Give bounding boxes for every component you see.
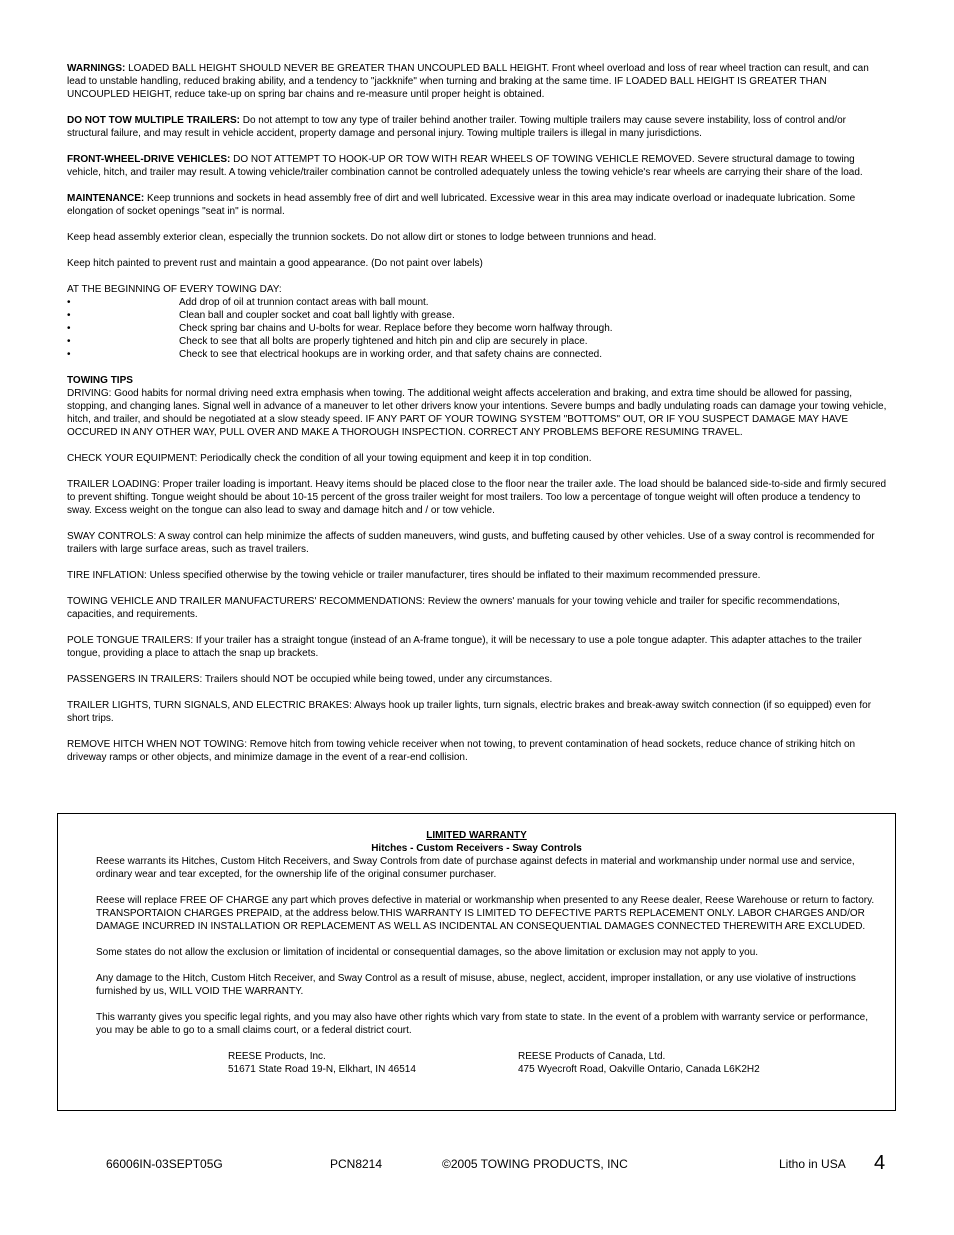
warranty-paragraph: Reese will replace FREE OF CHARGE any part which proves defective in material or workmanship when presented to any Reese dealer, Reese Warehouse or return to factory. TRANSPORTAION CHARGES PREPAID, at the address below.THIS WARRANTY IS LIMITED TO DEFECTIVE PARTS REPLACEMENT ONLY. LABOR CHARGES AND/OR DAMAGE INCURRED IN INSTALLATION OR REPLACEMENT AS WELL AS INCIDENTAL AN CONSEQUENTIAL DAMAGES CONNECTED THEREWITH ARE EXCLUDED. <box>96 895 875 932</box>
list-item-text: Check spring bar chains and U-bolts for wear. Replace before they become worn halfway through. <box>179 323 613 334</box>
list-item-text: Clean ball and coupler socket and coat ball lightly with grease. <box>179 310 455 321</box>
list-item <box>67 335 887 348</box>
maintenance-extra-1: Keep head assembly exterior clean, especially the trunnion sockets. Do not allow dirt or stones to lodge between trunnions and head. <box>67 232 657 243</box>
tip-remove-hitch: REMOVE HITCH WHEN NOT TOWING: Remove hitch from towing vehicle receiver when not towing, to prevent contamination of head sockets, reduce chance of striking hitch on driveway ramps or other objects, and minimize damage in the event of a rear-end collision. <box>67 739 856 763</box>
list-item <box>67 348 887 361</box>
warranty-paragraph: Some states do not allow the exclusion or limitation of incidental or consequential damages, so the above limitation or exclusion may not apply to you. <box>96 947 759 958</box>
warranty-addresses <box>96 1050 883 1076</box>
fwd-vehicles-label: FRONT-WHEEL-DRIVE VEHICLES: <box>67 154 231 165</box>
warranty-paragraph: Any damage to the Hitch, Custom Hitch Receiver, and Sway Control as a result of misuse, abuse, neglect, accident, improper installation, or any use violative of instructions furnished by us, WILL VOID THE WARRANTY. <box>96 973 856 997</box>
tip-sway-controls: SWAY CONTROLS: A sway control can help minimize the affects of sudden maneuvers, wind gusts, and buffeting caused by other vehicles. Use of a sway control is recommended for trailers with large surface areas, such as travel trailers. <box>67 531 875 555</box>
tip-trailer-lights: TRAILER LIGHTS, TURN SIGNALS, AND ELECTRIC BRAKES: Always hook up trailer lights, turn signals, electric brakes and break-away switch connection (if so equipped) even for short trips. <box>67 700 872 724</box>
list-item <box>67 322 887 335</box>
page-footer <box>0 1152 954 1176</box>
bullet-icon: • <box>67 310 71 321</box>
multiple-trailers-paragraph <box>67 114 887 140</box>
towing-tips-heading: TOWING TIPS <box>67 375 133 386</box>
tip-passengers: PASSENGERS IN TRAILERS: Trailers should NOT be occupied while being towed, under any circumstances. <box>67 674 553 685</box>
fwd-vehicles-paragraph <box>67 153 887 179</box>
bullet-icon: • <box>67 297 71 308</box>
company-name: REESE Products, Inc. <box>228 1051 326 1062</box>
list-item-text: Check to see that electrical hookups are in working order, and that safety chains are connected. <box>179 349 603 360</box>
warranty-paragraph: This warranty gives you specific legal rights, and you may also have other rights which vary from state to state. In the event of a problem with warranty service or performance, you may be able to go to a small claims court, or a federal district court. <box>96 1012 869 1036</box>
litho-label: Litho in USA <box>779 1157 846 1171</box>
tip-manufacturer-recommendations: TOWING VEHICLE AND TRAILER MANUFACTURERS' RECOMMENDATIONS: Review the owners' manuals for your towing vehicle and trailer for specific recommendations, capacities, and requirements. <box>67 596 840 620</box>
list-item <box>67 296 887 309</box>
maintenance-text: Keep trunnions and sockets in head assembly free of dirt and well lubricated. Excessive wear in this area may indicate overload or inadequate lubrication. Some elongation of socket openings "seat in" is normal. <box>67 193 856 217</box>
maintenance-extra-2: Keep hitch painted to prevent rust and maintain a good appearance. (Do not paint over labels) <box>67 258 483 269</box>
warranty-title: LIMITED WARRANTY <box>426 830 527 841</box>
bullet-icon: • <box>67 349 71 360</box>
list-item <box>67 309 887 322</box>
instructions-body <box>67 62 887 777</box>
warnings-text: LOADED BALL HEIGHT SHOULD NEVER BE GREATER THAN UNCOUPLED BALL HEIGHT. Front wheel overload and loss of rear wheel traction can result, and can lead to unstable handling, reduced braking ability, and a tendency to "jackknife" when turning and braking at the same time. IF LOADED BALL HEIGHT IS GREATER THAN UNCOUPLED HEIGHT, reduce take-up on spring bar chains and re-measure until proper height is obtained. <box>67 63 869 100</box>
bullet-icon: • <box>67 336 71 347</box>
tip-driving: DRIVING: Good habits for normal driving need extra emphasis when towing. The additional weight affects acceleration and braking, and extra time should be allowed for passing, stopping, and changing lanes. Signal well in advance of a maneuver to let other drivers know your intentions. Severe bumps and badly undulating roads can damage your towing vehicle, hitch, and trailer, and should be negotiated at a slow steady speed. IF ANY PART OF YOUR TOWING SYSTEM "BOTTOMS" OUT, OR IF YOU SUSPECT DAMAGE MAY HAVE OCCURED IN ANY OTHER WAY, PULL OVER AND MAKE A THOROUGH INSPECTION. CORRECT ANY PROBLEMS BEFORE RESUMING TRAVEL. <box>67 388 887 438</box>
warnings-paragraph <box>67 62 887 101</box>
warranty-paragraph: Reese warrants its Hitches, Custom Hitch Receivers, and Sway Controls from date of purchase against defects in material and workmanship under normal use and service, ordinary wear and tear excepted, for the ownership life of the original consumer purchaser. <box>96 856 855 880</box>
street-address: 51671 State Road 19-N, Elkhart, IN 46514 <box>228 1064 416 1075</box>
tip-tire-inflation: TIRE INFLATION: Unless specified otherwise by the towing vehicle or trailer manufacturer, tires should be inflated to their maximum recommended pressure. <box>67 570 761 581</box>
copyright: ©2005 TOWING PRODUCTS, INC <box>442 1157 628 1171</box>
tip-pole-tongue: POLE TONGUE TRAILERS: If your trailer has a straight tongue (instead of an A-frame tongue), it will be necessary to use a pole tongue adapter. This adapter attaches to the trailer tongue, providing a place to attach the snap up brackets. <box>67 635 862 659</box>
address-canada <box>518 1050 808 1076</box>
tip-trailer-loading: TRAILER LOADING: Proper trailer loading is important. Heavy items should be placed close to the floor near the trailer axle. The load should be balanced side-to-side and firmly secured to prevent shifting. Tongue weight should be about 10-15 percent of the gross trailer weight for most trailers. Too low a percentage of tongue weight will often produce a tendency to sway. Excess weight on the tongue can also lead to sway and damage hitch and / or tow vehicle. <box>67 479 887 516</box>
address-usa <box>228 1050 518 1076</box>
warranty-body <box>58 855 895 1076</box>
bullet-icon: • <box>67 323 71 334</box>
maintenance-paragraph <box>67 192 887 218</box>
list-item-text: Check to see that all bolts are properly tightened and hitch pin and clip are securely in place. <box>179 336 588 347</box>
warnings-label: WARNINGS: <box>67 63 126 74</box>
fwd-vehicles-text: DO NOT ATTEMPT TO HOOK-UP OR TOW WITH REAR WHEELS OF TOWING VEHICLE REMOVED. Severe structural damage to towing vehicle, hitch, and trailer may result. A towing vehicle/trailer combination cannot be controlled adequately unless the towing vehicle's rear wheels are carrying their share of the load. <box>67 154 863 178</box>
street-address: 475 Wyecroft Road, Oakville Ontario, Canada L6K2H2 <box>518 1064 760 1075</box>
multiple-trailers-text: Do not attempt to tow any type of trailer behind another trailer. Towing multiple trailers may cause severe instability, loss of control and/or structural failure, and may result in vehicle accident, property damage and personal injury. Towing multiple trailers is illegal in many jurisdictions. <box>67 115 846 139</box>
tip-check-equipment: CHECK YOUR EQUIPMENT: Periodically check the condition of all your towing equipment and keep it in top condition. <box>67 453 592 464</box>
pcn-number: PCN8214 <box>330 1157 383 1171</box>
multiple-trailers-label: DO NOT TOW MULTIPLE TRAILERS: <box>67 115 240 126</box>
document-id: 66006IN-03SEPT05G <box>106 1157 223 1171</box>
page-number: 4 <box>874 1152 886 1174</box>
list-item-text: Add drop of oil at trunnion contact areas with ball mount. <box>179 297 429 308</box>
limited-warranty-box <box>57 813 896 1111</box>
towing-day-heading: AT THE BEGINNING OF EVERY TOWING DAY: <box>67 284 282 295</box>
warranty-subtitle: Hitches - Custom Receivers - Sway Controls <box>371 843 582 854</box>
warranty-heading <box>58 829 895 855</box>
maintenance-label: MAINTENANCE: <box>67 193 145 204</box>
company-name: REESE Products of Canada, Ltd. <box>518 1051 666 1062</box>
towing-day-list <box>67 296 887 361</box>
